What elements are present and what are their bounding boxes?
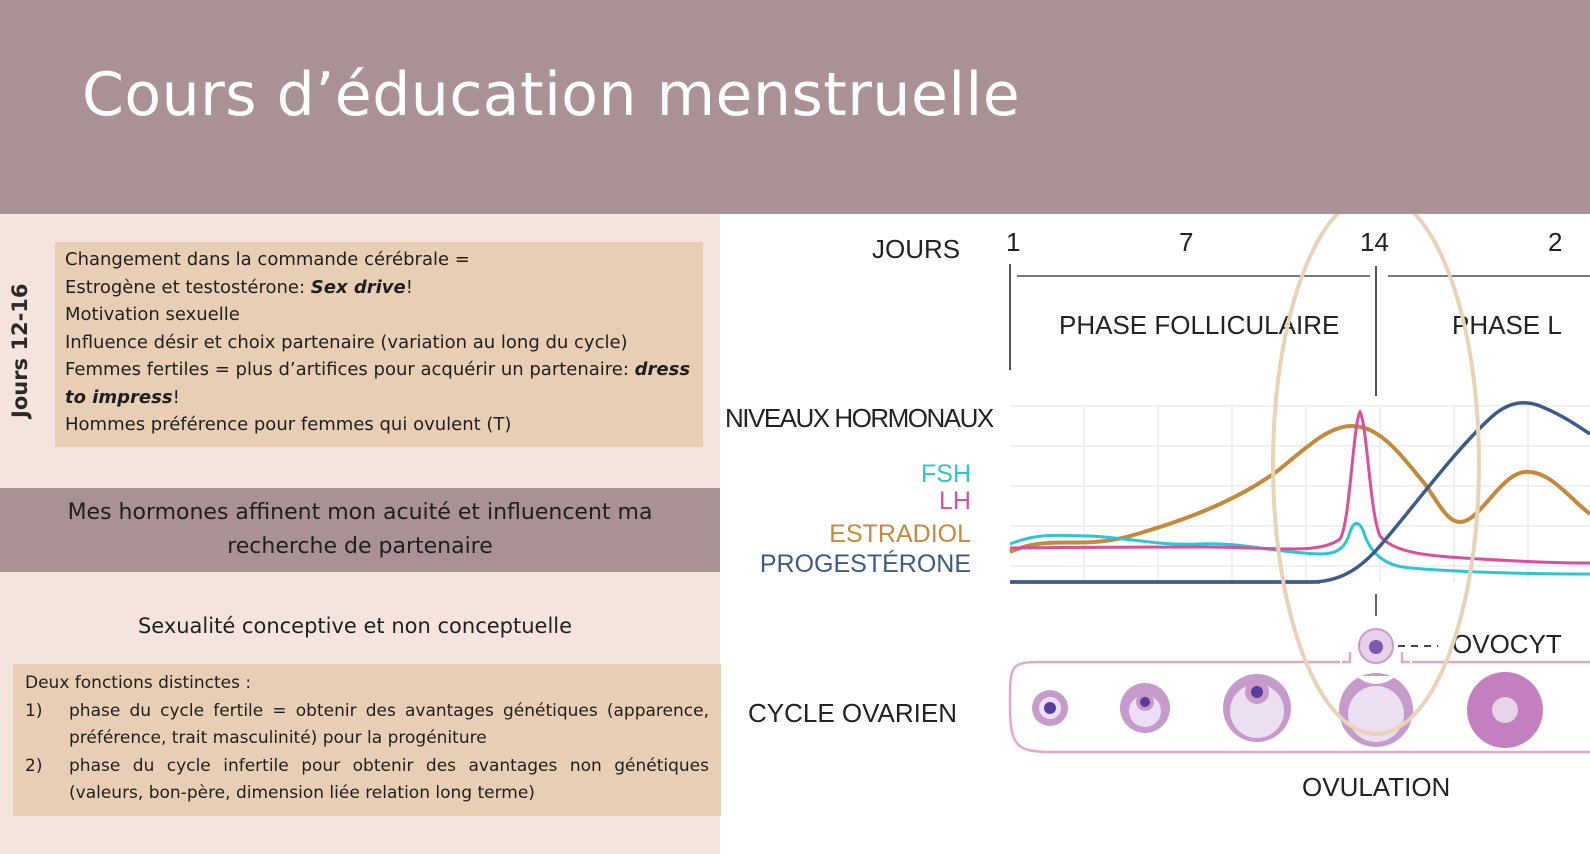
corpus-luteum-stage — [1467, 672, 1543, 748]
box1-line1: Changement dans la commande cérébrale = — [65, 249, 470, 270]
sex-drive-box — [55, 242, 703, 447]
box1-line5: Femmes fertiles = plus d’artifices pour acquérir un partenaire: dress to impress! — [65, 359, 691, 408]
banner-line2: recherche de partenaire — [227, 534, 493, 559]
fsh-legend: FSH — [921, 460, 971, 488]
functions-box — [13, 664, 721, 816]
lh-legend: LH — [939, 487, 971, 515]
list-item: 2) phase du cycle infertile pour obtenir des avantages non génétiques (valeurs, bon-père, dimension liée relation long terme) — [25, 755, 709, 803]
follicle-stage-2 — [1120, 683, 1170, 733]
jours-label: JOURS — [872, 234, 961, 264]
ovulation-label: OVULATION — [1302, 772, 1451, 802]
estradiol-curve — [1010, 426, 1590, 552]
box1-line6: Hommes préférence pour femmes qui ovulent (T) — [65, 414, 512, 435]
hormones-banner — [0, 488, 720, 572]
hormone-levels-label: NIVEAUX HORMONAUX — [725, 403, 993, 433]
box1-line4: Influence désir et choix partenaire (variation au long du cycle) — [65, 331, 628, 353]
phase-follicular: PHASE FOLLICULAIRE — [1059, 310, 1340, 340]
page-title: Cours d’éducation menstruelle — [82, 60, 1021, 130]
day-tick: 1 — [1006, 227, 1021, 257]
menstrual-cycle-diagram — [720, 214, 1590, 854]
day-tick: 2 — [1548, 227, 1563, 257]
ovarian-cycle-label: CYCLE OVARIEN — [748, 698, 958, 728]
section-subtitle: Sexualité conceptive et non conceptuelle — [137, 614, 573, 638]
title-bar — [0, 0, 1590, 214]
progesterone-curve — [1010, 403, 1590, 582]
progesterone-legend: PROGESTÉRONE — [759, 550, 971, 578]
ovocyte-nucleus-icon — [1369, 640, 1383, 654]
banner-line1: Mes hormones affinent mon acuité et influencent ma — [67, 500, 653, 525]
box1-line3: Motivation sexuelle — [65, 304, 240, 325]
list-item: 1) phase du cycle fertile = obtenir des avantages génétiques (apparence, préférence, trait masculinité) pour la progéniture — [25, 700, 709, 748]
follicle-stage-3 — [1223, 674, 1291, 742]
box2-heading: Deux fonctions distinctes : — [25, 673, 252, 693]
box1-line2: Estrogène et testostérone: Sex drive! — [65, 276, 413, 298]
phase-luteal: PHASE L — [1452, 310, 1562, 340]
day-tick: 14 — [1360, 227, 1389, 257]
estradiol-legend: ESTRADIOL — [829, 520, 971, 548]
side-label: Jours 12-16 — [8, 283, 32, 418]
day-tick: 7 — [1179, 227, 1194, 257]
ovocyte-label: OVOCYT — [1452, 629, 1562, 659]
follicle-stage-1 — [1032, 690, 1068, 726]
